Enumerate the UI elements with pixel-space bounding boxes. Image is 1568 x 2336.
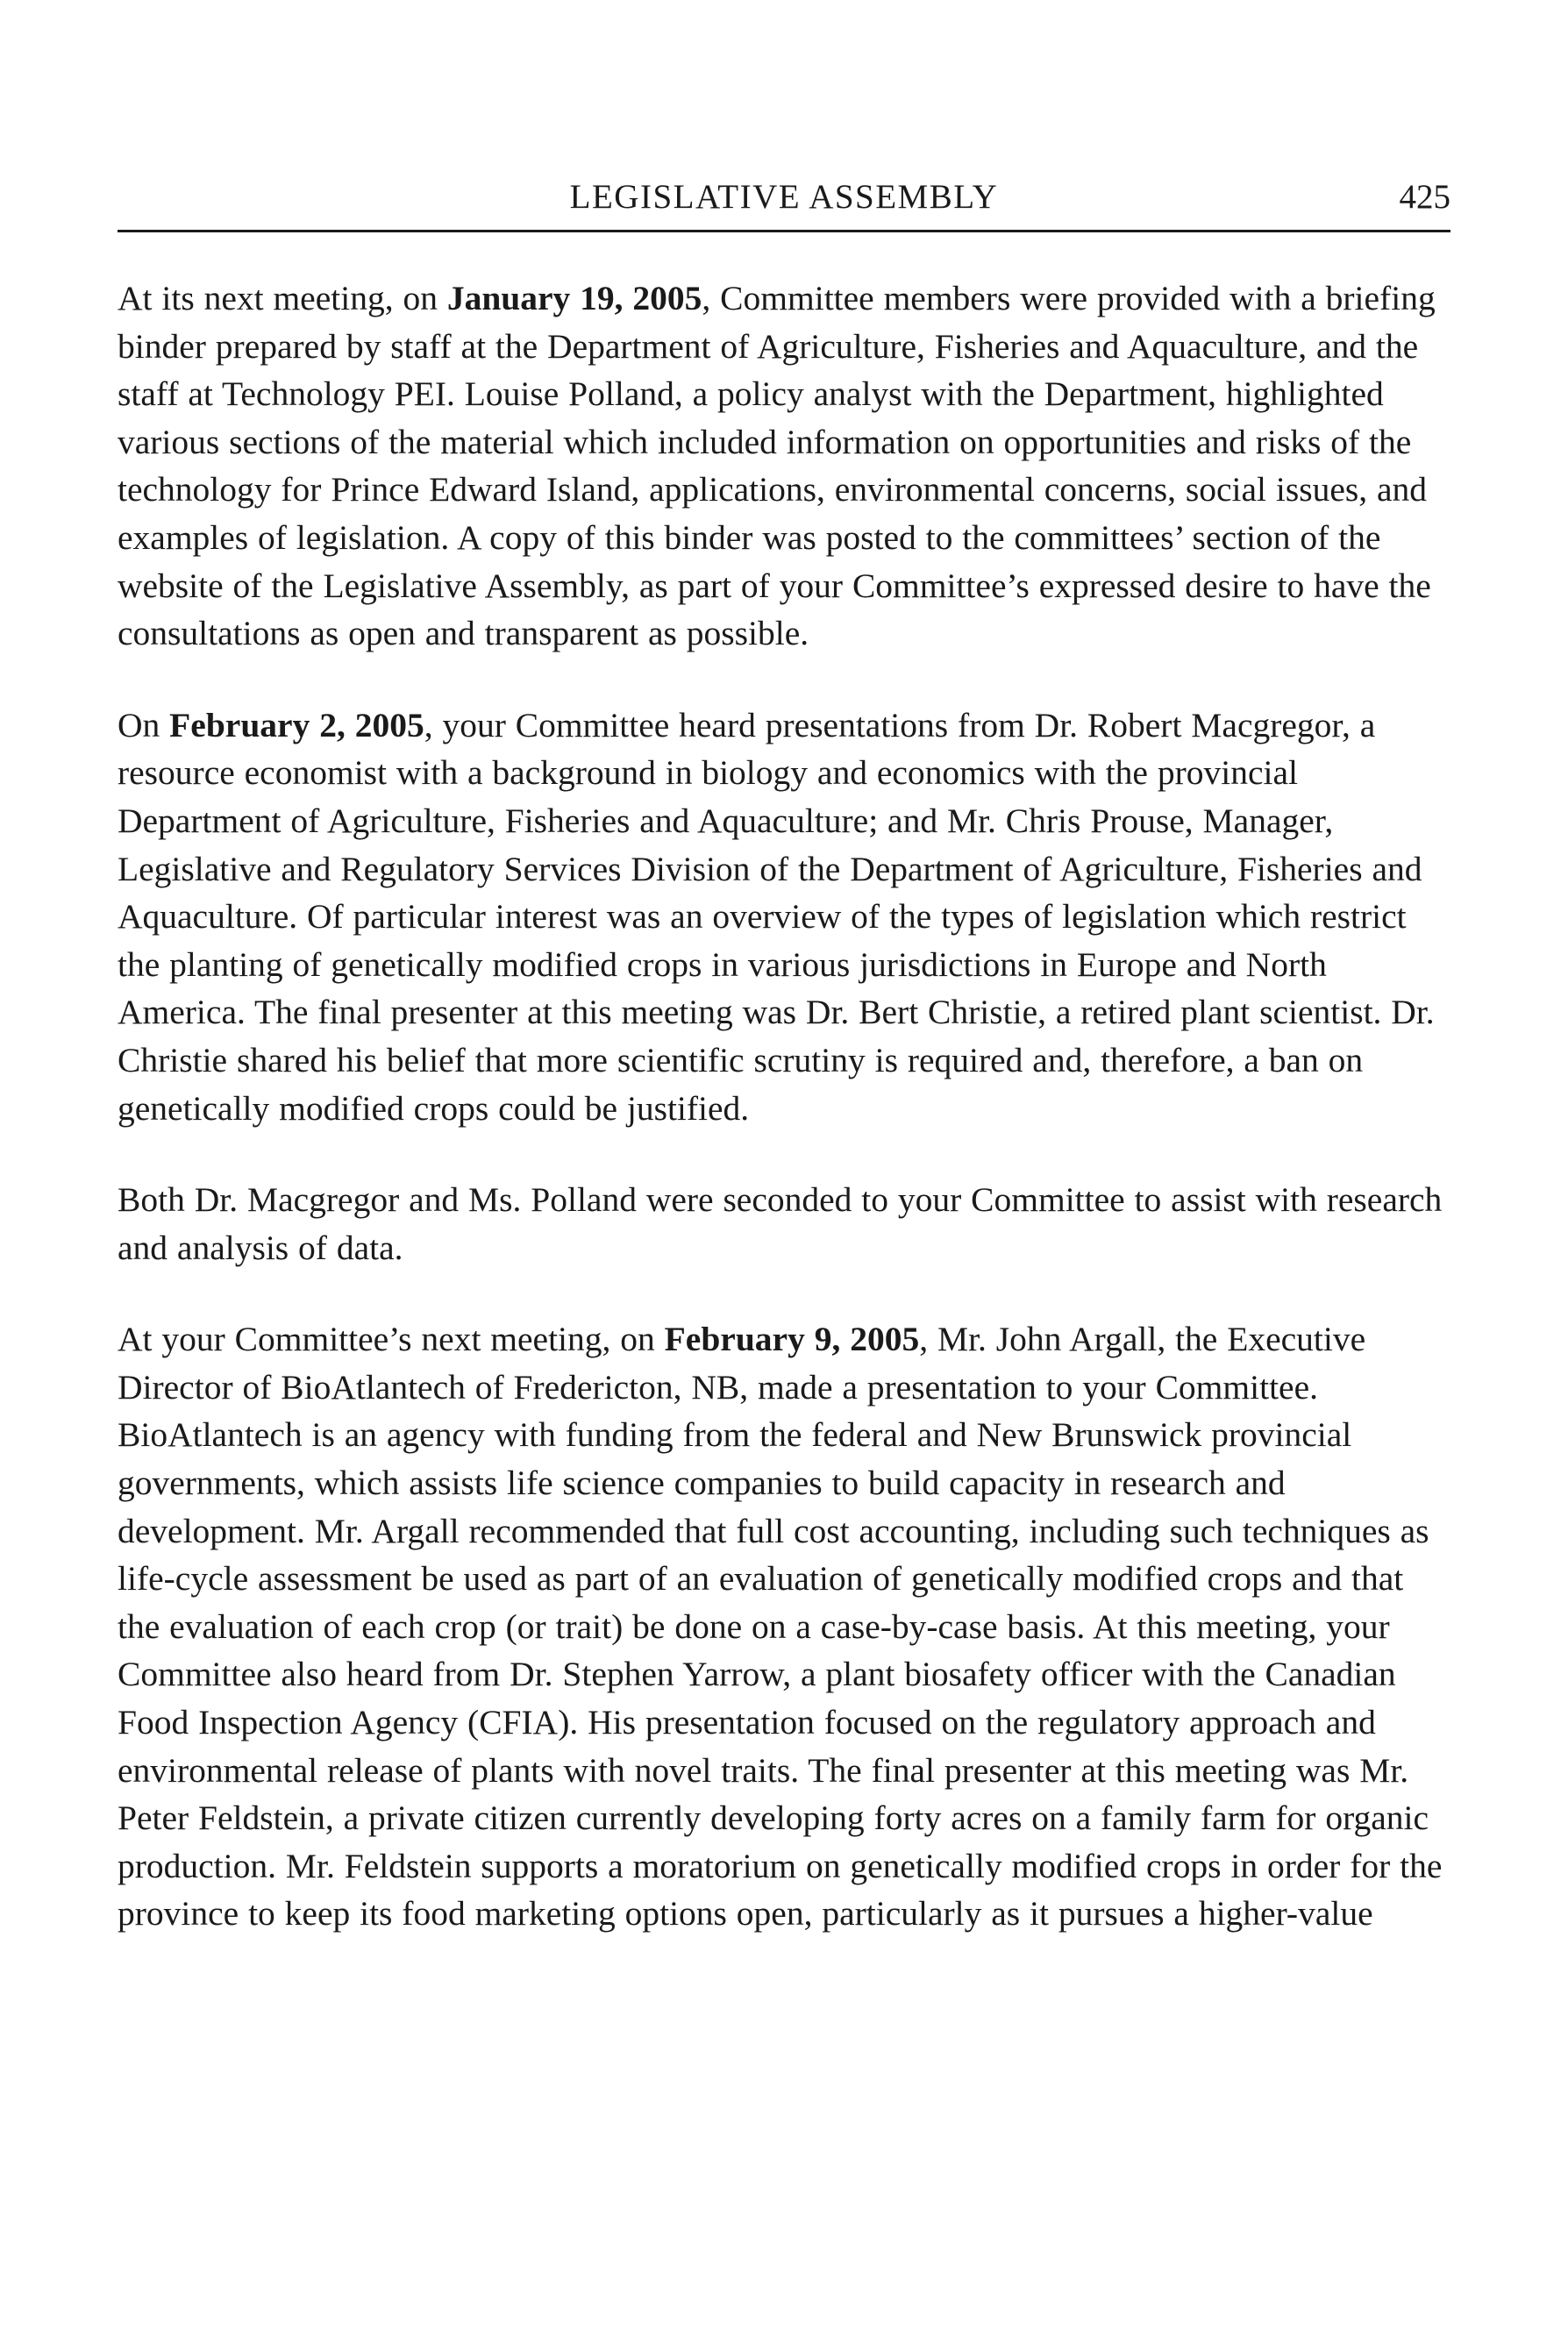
body-text: [118, 274, 1450, 1982]
paragraph-secondment: [118, 1176, 1450, 1271]
paragraph-intro: At its next meeting, on: [118, 279, 447, 317]
meeting-date: February 9, 2005: [664, 1320, 920, 1359]
paragraph-february-9: [118, 1315, 1450, 1938]
paragraph-intro: On: [118, 705, 170, 744]
paragraph-text: Both Dr. Macgregor and Ms. Polland were seconded to your Committee to assist with research and analysis of data.: [118, 1180, 1443, 1267]
page-number: 425: [1399, 178, 1450, 216]
meeting-date: January 19, 2005: [446, 279, 702, 317]
paragraph-text: , your Committee heard presentations from Dr. Robert Macgregor, a resource economist with a background in biology and economics with the provincial Department of Agriculture, Fisheries and Aquaculture; and Mr. Chris Prouse, Manager, Legislative and Regulatory Services Division of the Department of Agriculture, Fisheries and Aquaculture. Of particular interest was an overview of the types of legislation which restrict the planting of genetically modified crops in various jurisdictions in Europe and North America. The final presenter at this meeting was Dr. Bert Christie, a retired plant scientist. Dr. Christie shared his belief that more scientific scrutiny is required and, therefore, a ban on genetically modified crops could be justified.: [118, 705, 1435, 1128]
paragraph-january-19: [118, 274, 1450, 658]
paragraph-intro: At your Committee’s next meeting, on: [118, 1320, 665, 1359]
paragraph-february-2: [118, 702, 1450, 1132]
running-title: LEGISLATIVE ASSEMBLY: [569, 178, 999, 216]
paragraph-text: , Mr. John Argall, the Executive Director of BioAtlantech of Fredericton, NB, made a presentation to your Committee. BioAtlantech is an agency with funding from the federal and New Brunswick provincial governments, which assists life science companies to build capacity in research and development. Mr. Argall recommended that full cost accounting, including such techniques as life-cycle assessment be used as part of an evaluation of genetically modified crops and that the evaluation of each crop (or trait) be done on a case-by-case basis. At this meeting, your Committee also heard from Dr. Stephen Yarrow, a plant biosafety officer with the Canadian Food Inspection Agency (CFIA). His presentation focused on the regulatory approach and environmental release of plants with novel traits. The final presenter at this meeting was Mr. Peter Feldstein, a private citizen currently developing forty acres on a family farm for organic production. Mr. Feldstein supports a moratorium on genetically modified crops in order for the province to keep its food marketing options open, particularly as it pursues a higher-value: [118, 1320, 1443, 1934]
meeting-date: February 2, 2005: [169, 705, 424, 744]
running-header: [118, 172, 1450, 232]
paragraph-text: , Committee members were provided with a briefing binder prepared by staff at the Department of Agriculture, Fisheries and Aquaculture, and the staff at Technology PEI. Louise Polland, a policy analyst with the Department, highlighted various sections of the material which included information on opportunities and risks of the technology for Prince Edward Island, applications, environmental concerns, social issues, and examples of legislation. A copy of this binder was posted to the committees’ section of the website of the Legislative Assembly, as part of your Committee’s expressed desire to have the consultations as open and transparent as possible.: [118, 279, 1436, 653]
